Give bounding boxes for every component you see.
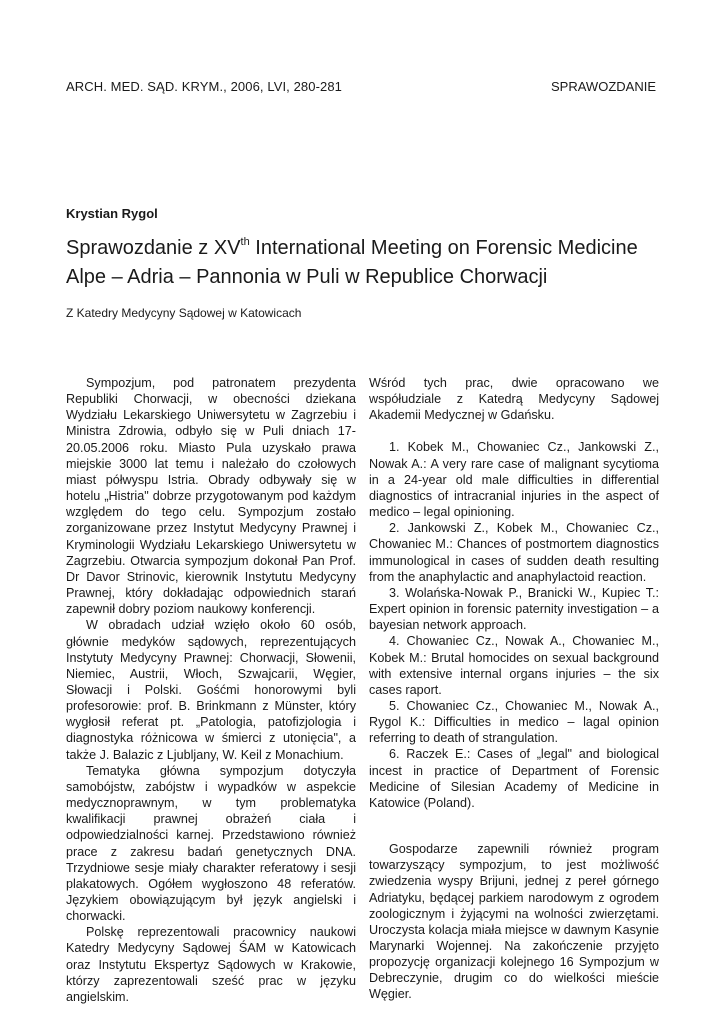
paragraph-4: Polskę reprezentowali pracownicy naukowi Katedry Medycyny Sądowej ŚAM w Katowicach oraz Instytutu Ekspertyz Sądowych w Krakowie, którzy zaprezentowali sześć prac w języku angielskim. xyxy=(66,925,356,1004)
author-name: Krystian Rygol xyxy=(66,206,158,221)
title-superscript: th xyxy=(240,236,250,248)
section-label: SPRAWOZDANIE xyxy=(551,79,656,94)
reference-item: 1. Kobek M., Chowaniec Cz., Jankowski Z., Nowak A.: A very rare case of malignant sycytioma in a 24-year old male difficulties in differential diagnostics of intracranial injuries in the aspect of medico – legal opinioning. xyxy=(369,440,659,520)
journal-citation: ARCH. MED. SĄD. KRYM., 2006, LVI, 280-281 xyxy=(66,79,343,94)
reference-item: 2. Jankowski Z., Kobek M., Chowaniec Cz., Chowaniec M.: Chances of postmortem diagnostics immunological in cases of sudden death resulting from the anaphylactic and anaphylactoid reaction. xyxy=(369,521,659,584)
reference-item: 6. Raczek E.: Cases of „legal" and biological incest in practice of Department of Forensic Medicine of Silesian Academy of Medicine in Katowice (Poland). xyxy=(369,747,659,810)
title-part2: International Meeting on Forensic Medicine Alpe – Adria – Pannonia w Puli w Republice Chorwacji xyxy=(66,237,638,288)
title-part1: Sprawozdanie z XV xyxy=(66,237,241,259)
spacer xyxy=(369,811,659,841)
reference-item: 5. Chowaniec Cz., Chowaniec M., Nowak A., Rygol K.: Difficulties in medico – lagal opinion referring to death of strangulation. xyxy=(369,698,659,746)
left-column xyxy=(66,375,356,1005)
reference-list xyxy=(369,439,659,811)
paragraph-1: Sympozjum, pod patronatem prezydenta Republiki Chorwacji, w obecności dziekana Wydziału Lekarskiego Uniwersytetu w Zagrzebiu i Ministra Zdrowia, odbyło się w Puli dniach 17-20.05.2006 roku. Miasto Pula uzyskało prawa miejskie 3000 lat temu i należało do czołowych miast półwyspu Istria. Obrady odbywały się w hotelu „Histria" dobrze przygotowanym pod każdym względem do tego celu. Sympozjum zostało zorganizowane przez Instytut Medycyny Prawnej i Kryminologii Wydziału Lekarskiego Uniwersytetu w Zagrzebiu. Otwarcia sympozjum dokonał Pan Prof. Dr Davor Strinovic, kierownik Instytutu Medycyny Prawnej, który dokładając odpowiednich starań zapewnił dobry poziom naukowy konferencji. xyxy=(66,376,356,617)
paragraph-intro: Wśród tych prac, dwie opracowano we współudziale z Katedrą Medycyny Sądowej Akademii Medycznej w Gdańsku. xyxy=(369,376,659,423)
reference-item: 4. Chowaniec Cz., Nowak A., Chowaniec M., Kobek M.: Brutal homocides on sexual background with extensive internal organs injuries – the six cases raport. xyxy=(369,634,659,697)
spacer xyxy=(369,423,659,439)
affiliation: Z Katedry Medycyny Sądowej w Katowicach xyxy=(66,306,302,320)
article-title xyxy=(66,234,666,292)
paragraph-3: Tematyka główna sympozjum dotyczyła samobójstw, zabójstw i wypadków w aspekcie medycznoprawnym, w tym problematyka kwalifikacji prawnej obrażeń ciała i odpowiedzialności karnej. Przedstawiono również prace z zakresu badań genetycznych DNA. Trzydniowe sesje miały charakter referatowy i sesji plakatowych. Ogółem wygłoszono 48 referatów. Językiem obowiązującym był język angielski i chorwacki. xyxy=(66,763,356,924)
paragraph-closing: Gospodarze zapewnili również program towarzyszący sympozjum, to jest możliwość zwiedzenia wyspy Brijuni, jednej z pereł górnego Adriatyku, będącej parkiem narodowym z ogrodem zoologicznym i żyjącymi na wolności zwierzętami. Uroczysta kolacja miała miejsce w dawnym Kasynie Marynarki Wojennej. Na zakończenie przyjęto propozycję organizacji kolejnego 16 Sympozjum w Debreczynie, drugim co do wielkości mieście Węgier. xyxy=(369,842,659,1002)
paragraph-2: W obradach udział wzięło około 60 osób, głównie medyków sądowych, reprezentujących Instytuty Medycyny Prawnej: Chorwacji, Słowenii, Niemiec, Austrii, Włoch, Szwajcarii, Węgier, Słowacji i Polski. Gośćmi honorowymi byli profesorowie: prof. B. Brinkmann z Münster, który wygłosił referat pt. „Patologia, patofizjologia i diagnostyka różnicowa w śmierci z utonięcia", a także J. Balazic z Ljubljany, W. Keil z Monachium. xyxy=(66,618,356,762)
reference-item: 3. Wolańska-Nowak P., Branicki W., Kupiec T.: Expert opinion in forensic paternity investigation – a bayesian network approach. xyxy=(369,585,659,633)
right-column xyxy=(369,375,659,1003)
